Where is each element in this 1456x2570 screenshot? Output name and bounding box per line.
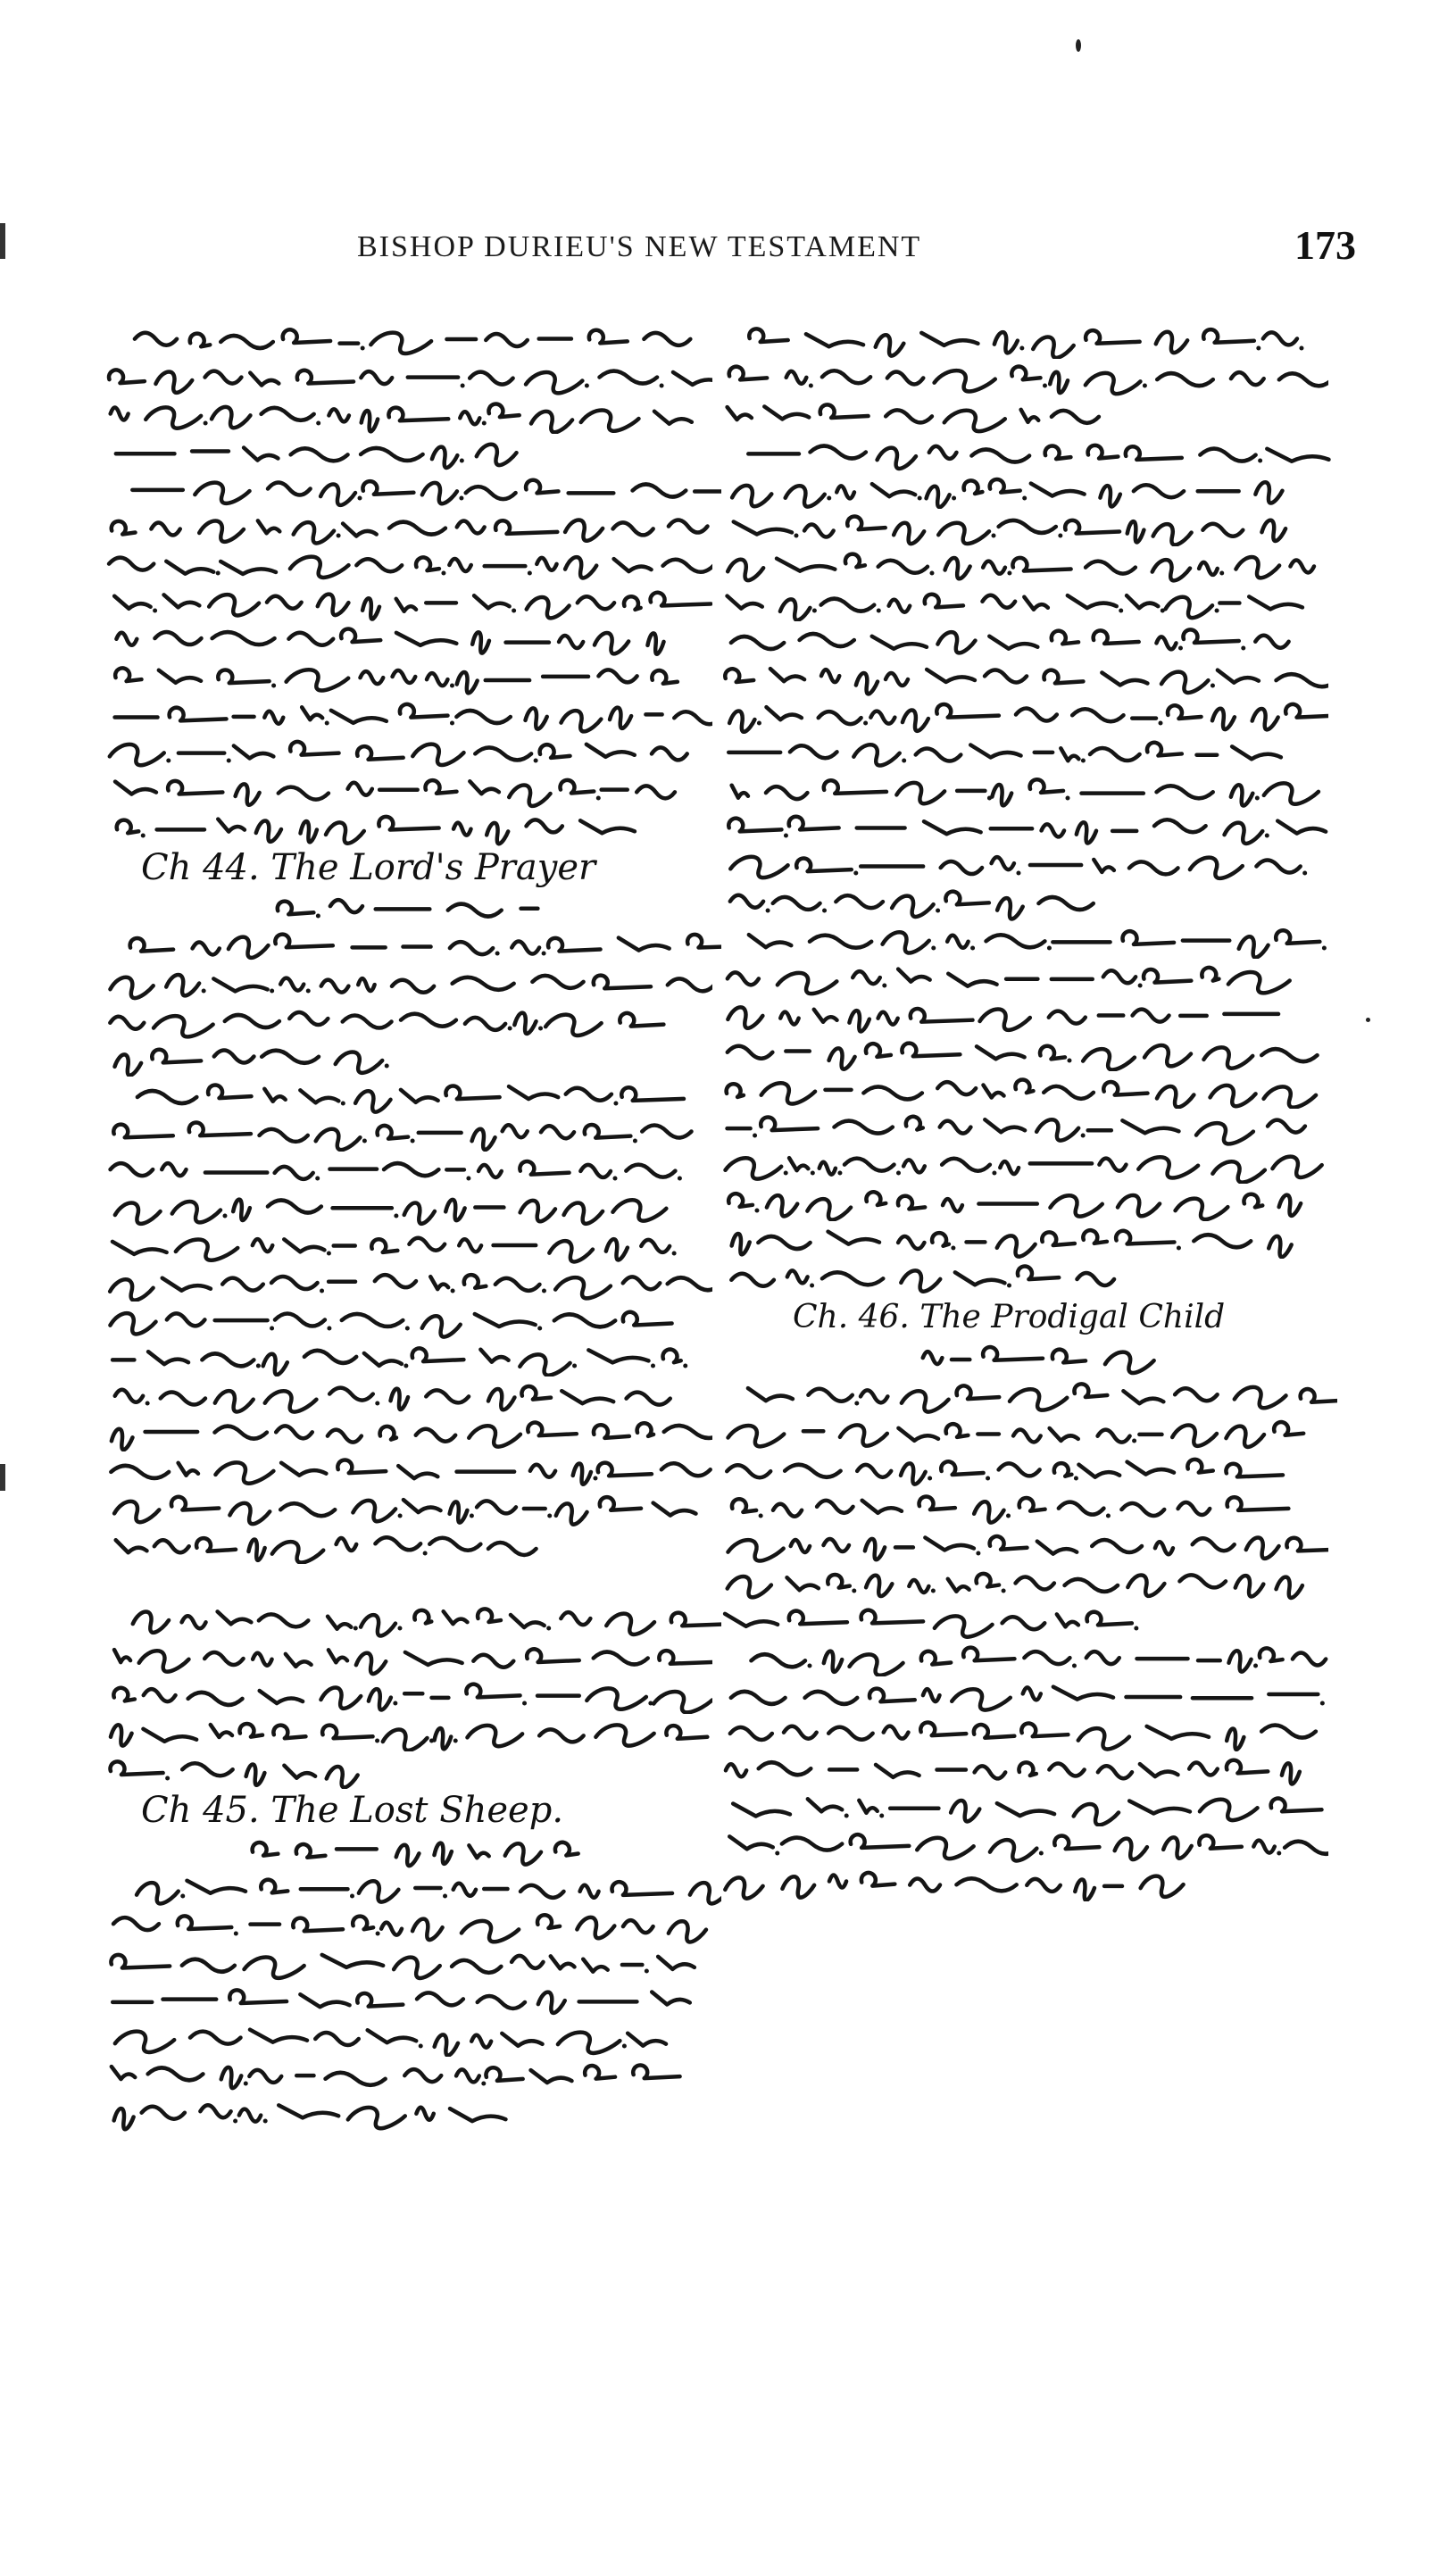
shorthand-glyphs	[721, 359, 1328, 396]
shorthand-glyphs	[721, 509, 1328, 546]
shorthand-line	[721, 921, 1337, 959]
shorthand-glyphs	[721, 1526, 1328, 1564]
shorthand-line	[721, 959, 1337, 996]
shorthand-glyphs	[105, 1714, 712, 1751]
shorthand-line	[105, 1414, 721, 1451]
shorthand-glyphs	[242, 1832, 721, 1869]
shorthand-glyphs	[127, 1869, 721, 1907]
shorthand-line	[105, 321, 721, 359]
shorthand-line	[721, 546, 1337, 584]
shorthand-glyphs	[919, 1339, 1337, 1376]
shorthand-glyphs	[721, 1184, 1328, 1221]
shorthand-line	[105, 546, 721, 584]
shorthand-line	[721, 1071, 1337, 1109]
shorthand-line	[721, 1451, 1337, 1489]
shorthand-glyphs	[105, 1907, 712, 1944]
speck	[1076, 39, 1081, 52]
shorthand-line	[721, 1339, 1337, 1376]
shorthand-line	[105, 809, 721, 846]
shorthand-line	[105, 1601, 721, 1639]
shorthand-line	[721, 434, 1337, 471]
shorthand-line	[721, 471, 1337, 509]
shorthand-glyphs	[105, 1676, 712, 1714]
shorthand-line	[721, 1376, 1337, 1414]
shorthand-line	[721, 1639, 1337, 1676]
shorthand-glyphs	[743, 1376, 1337, 1414]
shorthand-glyphs	[105, 809, 712, 846]
shorthand-glyphs	[721, 846, 1328, 884]
shorthand-glyphs	[105, 621, 712, 659]
shorthand-line	[721, 1109, 1337, 1146]
shorthand-line	[105, 434, 721, 471]
shorthand-title	[721, 1339, 1337, 1376]
shorthand-line	[105, 771, 721, 809]
shorthand-line	[105, 1451, 721, 1489]
shorthand-line	[721, 1676, 1337, 1714]
shorthand-glyphs	[743, 1639, 1337, 1676]
running-head: BISHOP DURIEU'S NEW TESTAMENT	[357, 230, 922, 263]
shorthand-glyphs	[105, 1039, 712, 1077]
shorthand-line	[105, 659, 721, 696]
shorthand-glyphs	[743, 921, 1337, 959]
shorthand-line	[721, 1184, 1337, 1221]
shorthand-line	[105, 1114, 721, 1152]
shorthand-glyphs	[105, 1451, 712, 1489]
shorthand-glyphs	[105, 2019, 712, 2057]
shorthand-glyphs	[105, 584, 712, 621]
shorthand-glyphs	[721, 1564, 1328, 1601]
shorthand-glyphs	[105, 1002, 712, 1039]
shorthand-paragraph	[721, 321, 1337, 434]
shorthand-line	[105, 1639, 721, 1676]
shorthand-glyphs	[105, 1114, 712, 1152]
shorthand-line	[105, 1832, 721, 1869]
shorthand-glyphs	[105, 359, 712, 396]
shorthand-line	[721, 1526, 1337, 1564]
speck	[1366, 1018, 1370, 1022]
left-edge-mark	[0, 223, 5, 259]
shorthand-line	[105, 1264, 721, 1302]
shorthand-glyphs	[721, 1864, 1328, 1901]
shorthand-line	[105, 2094, 721, 2132]
shorthand-line	[105, 621, 721, 659]
paragraph-gap	[105, 1564, 721, 1601]
shorthand-line	[105, 1152, 721, 1189]
shorthand-glyphs	[105, 396, 712, 434]
shorthand-glyphs	[721, 771, 1328, 809]
shorthand-line	[105, 1339, 721, 1376]
shorthand-glyphs	[127, 1077, 721, 1114]
shorthand-line	[105, 1302, 721, 1339]
shorthand-line	[105, 1227, 721, 1264]
shorthand-line	[105, 1526, 721, 1564]
shorthand-glyphs	[105, 2057, 712, 2094]
shorthand-line	[721, 1146, 1337, 1184]
shorthand-glyphs	[721, 621, 1328, 659]
shorthand-line	[721, 996, 1337, 1034]
chapter-heading: Ch 45. The Lost Sheep.	[141, 1790, 564, 1831]
shorthand-title	[105, 889, 721, 927]
shorthand-paragraph	[721, 921, 1337, 1296]
shorthand-glyphs	[272, 889, 721, 927]
shorthand-line	[721, 1259, 1337, 1296]
shorthand-line	[721, 396, 1337, 434]
shorthand-glyphs	[721, 396, 1328, 434]
shorthand-glyphs	[721, 1676, 1328, 1714]
shorthand-glyphs	[105, 1189, 712, 1227]
shorthand-paragraph	[105, 1601, 721, 1789]
shorthand-paragraph	[721, 1376, 1337, 1639]
shorthand-glyphs	[105, 1376, 712, 1414]
shorthand-glyphs	[721, 809, 1328, 846]
shorthand-glyphs	[105, 659, 712, 696]
shorthand-glyphs	[721, 884, 1328, 921]
shorthand-glyphs	[721, 1489, 1328, 1526]
shorthand-line	[721, 1034, 1337, 1071]
shorthand-glyphs	[105, 1639, 712, 1676]
shorthand-glyphs	[105, 1982, 712, 2019]
shorthand-glyphs	[105, 1489, 712, 1526]
shorthand-glyphs	[105, 1302, 712, 1339]
shorthand-line	[105, 2019, 721, 2057]
shorthand-line	[105, 2057, 721, 2094]
shorthand-glyphs	[105, 2094, 712, 2132]
shorthand-glyphs	[721, 546, 1328, 584]
shorthand-line	[105, 1982, 721, 2019]
shorthand-line	[105, 1077, 721, 1114]
shorthand-glyphs	[721, 1714, 1328, 1751]
shorthand-glyphs	[721, 1146, 1328, 1184]
shorthand-line	[105, 509, 721, 546]
shorthand-line	[721, 1564, 1337, 1601]
shorthand-paragraph	[105, 927, 721, 1077]
shorthand-line	[721, 659, 1337, 696]
shorthand-glyphs	[721, 1221, 1328, 1259]
shorthand-line	[105, 1714, 721, 1751]
left-column	[105, 321, 721, 2132]
shorthand-glyphs	[721, 1034, 1328, 1071]
shorthand-line	[721, 1489, 1337, 1526]
shorthand-glyphs	[721, 659, 1328, 696]
shorthand-line	[721, 1751, 1337, 1789]
shorthand-line	[721, 1414, 1337, 1451]
shorthand-line	[105, 927, 721, 964]
shorthand-line	[721, 809, 1337, 846]
shorthand-line	[105, 734, 721, 771]
shorthand-line	[721, 359, 1337, 396]
shorthand-glyphs	[721, 1451, 1328, 1489]
shorthand-line	[105, 1944, 721, 1982]
shorthand-line	[721, 1221, 1337, 1259]
shorthand-line	[721, 1714, 1337, 1751]
shorthand-line	[721, 321, 1337, 359]
shorthand-glyphs	[721, 1259, 1328, 1296]
shorthand-paragraph	[105, 321, 721, 471]
shorthand-line	[721, 621, 1337, 659]
shorthand-glyphs	[105, 1526, 712, 1564]
shorthand-paragraph	[105, 471, 721, 846]
shorthand-glyphs	[105, 1414, 712, 1451]
shorthand-line	[105, 471, 721, 509]
shorthand-line	[105, 1907, 721, 1944]
shorthand-glyphs	[721, 1751, 1328, 1789]
shorthand-line	[105, 1869, 721, 1907]
shorthand-glyphs	[127, 1601, 721, 1639]
shorthand-line	[721, 1789, 1337, 1826]
shorthand-paragraph	[721, 1639, 1337, 1901]
page-number: 173	[1294, 222, 1356, 268]
shorthand-glyphs	[127, 471, 721, 509]
shorthand-glyphs	[105, 1227, 712, 1264]
shorthand-line	[105, 1376, 721, 1414]
shorthand-glyphs	[105, 1944, 712, 1982]
shorthand-line	[105, 1189, 721, 1227]
shorthand-glyphs	[127, 927, 721, 964]
shorthand-glyphs	[105, 696, 712, 734]
shorthand-paragraph	[721, 434, 1337, 921]
shorthand-glyphs	[105, 1264, 712, 1302]
shorthand-glyphs	[105, 771, 712, 809]
shorthand-glyphs	[743, 321, 1337, 359]
shorthand-line	[721, 884, 1337, 921]
shorthand-line	[721, 584, 1337, 621]
shorthand-glyphs	[721, 1109, 1328, 1146]
shorthand-glyphs	[105, 1339, 712, 1376]
shorthand-paragraph	[105, 1869, 721, 2132]
shorthand-title	[105, 1832, 721, 1869]
shorthand-line	[721, 771, 1337, 809]
shorthand-line	[721, 1826, 1337, 1864]
shorthand-glyphs	[105, 734, 712, 771]
shorthand-glyphs	[105, 509, 712, 546]
shorthand-glyphs	[721, 1071, 1328, 1109]
shorthand-glyphs	[721, 734, 1328, 771]
left-edge-mark	[0, 1464, 5, 1491]
shorthand-line	[105, 1039, 721, 1077]
shorthand-glyphs	[721, 584, 1328, 621]
shorthand-glyphs	[721, 1601, 1328, 1639]
shorthand-glyphs	[721, 1826, 1328, 1864]
shorthand-line	[105, 396, 721, 434]
shorthand-line	[105, 584, 721, 621]
shorthand-glyphs	[105, 546, 712, 584]
shorthand-line	[105, 964, 721, 1002]
shorthand-line	[105, 1676, 721, 1714]
chapter-heading: Ch. 46. The Prodigal Child	[793, 1299, 1226, 1335]
shorthand-line	[721, 846, 1337, 884]
right-column	[721, 321, 1337, 1901]
shorthand-line	[721, 734, 1337, 771]
shorthand-glyphs	[105, 964, 712, 1002]
shorthand-paragraph	[105, 1077, 721, 1564]
shorthand-glyphs	[721, 959, 1328, 996]
shorthand-glyphs	[721, 471, 1328, 509]
shorthand-line	[721, 1864, 1337, 1901]
shorthand-glyphs	[721, 1414, 1328, 1451]
shorthand-glyphs	[105, 434, 712, 471]
chapter-heading: Ch 44. The Lord's Prayer	[141, 847, 596, 888]
shorthand-glyphs	[105, 1152, 712, 1189]
shorthand-line	[105, 1002, 721, 1039]
shorthand-glyphs	[105, 1751, 712, 1789]
shorthand-glyphs	[721, 996, 1328, 1034]
shorthand-line	[105, 889, 721, 927]
shorthand-glyphs	[721, 1789, 1328, 1826]
shorthand-line	[721, 509, 1337, 546]
shorthand-line	[721, 696, 1337, 734]
shorthand-line	[105, 359, 721, 396]
shorthand-line	[105, 1751, 721, 1789]
shorthand-line	[721, 1601, 1337, 1639]
shorthand-line	[105, 1489, 721, 1526]
shorthand-glyphs	[127, 321, 721, 359]
shorthand-glyphs	[743, 434, 1337, 471]
shorthand-line	[105, 696, 721, 734]
shorthand-glyphs	[721, 696, 1328, 734]
